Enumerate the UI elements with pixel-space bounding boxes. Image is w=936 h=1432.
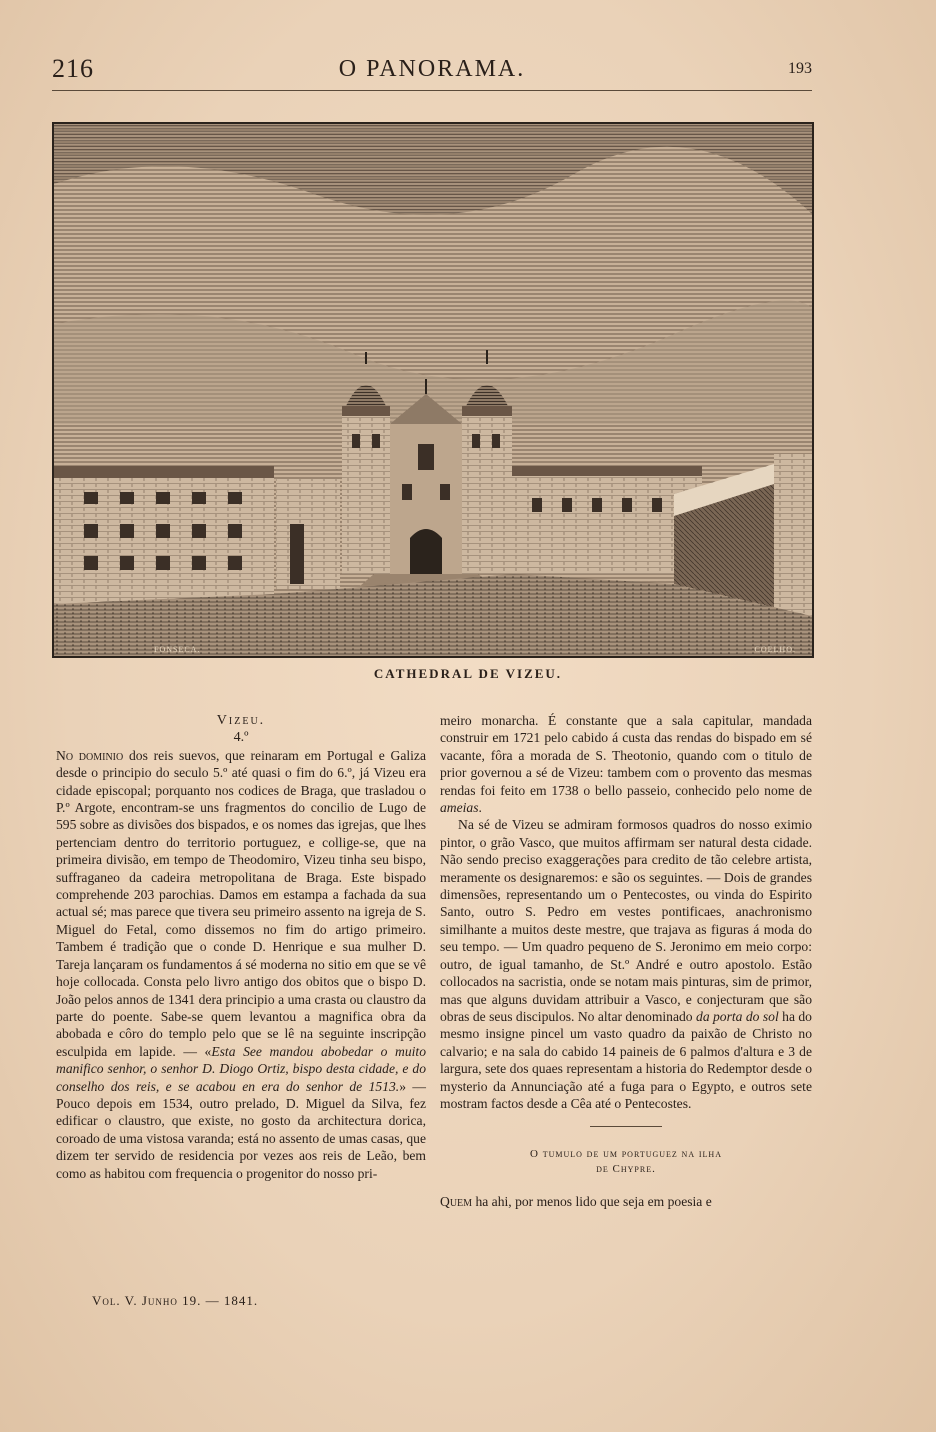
body-text-continued: » — Pouco depois em 1534, outro prelado, D. Miguel da Silva, fez edificar o claustro, que existe, no gosto da architectura dorica, coroado de uma vistosa varanda; está no assento de umas casas, que dizem ter servido de residencia por vezes aos reis de Leão, bem como as habitou com frequencia o progenitor do nosso pri-: [56, 1078, 426, 1181]
engraving-illustration: [54, 124, 812, 656]
section-number: 4.º: [233, 730, 249, 746]
article-lead-word: Quem: [440, 1194, 473, 1210]
right-column: [440, 712, 812, 1211]
article-title-line-1: O tumulo de um portuguez na ilha: [530, 1148, 722, 1161]
left-column: [56, 712, 426, 1182]
article-opening: [440, 1193, 812, 1210]
emphasis-text: da porta do sol: [696, 1008, 779, 1024]
lead-words: No dominio: [56, 747, 124, 763]
article-title-line-2: de Chypre.: [596, 1163, 656, 1176]
inscription-quote: Esta See mandou abobedar o muito manifico senhor, o senhor D. Diogo Ortiz, bispo desta cidade, e do conselho dos reis, e se acabou en era do senhor de 1513.: [56, 1043, 426, 1094]
paragraph-continuation: [440, 712, 812, 816]
original-page-number: 193: [788, 60, 812, 77]
paragraph-grao-vasco: [440, 816, 812, 1112]
article-opening-text: ha ahi, por menos lido que seja em poesia e: [472, 1194, 712, 1210]
section-title: Vizeu.: [216, 713, 266, 728]
page-header: [52, 52, 812, 88]
engraver-credit-left: FONSECA.: [154, 645, 201, 654]
article-title: [440, 1147, 812, 1177]
page-number: 216: [52, 54, 94, 83]
paragraph-text-end: .: [478, 800, 482, 816]
paragraph-text: Na sé de Vizeu se admiram formosos quadros do nosso eximio pintor, o grão Vasco, que muitos affirmam ser natural desta cidade. Não sendo preciso exaggerações para credito de tão celebre artista, meramente os designaremos: e são os seguintes. — Dois de grandes dimensões, representando um o Pentecostes, ou vinda do Espirito Santo, outro S. Pedro em vestes pontificaes, anachronismo similhante a muitos deste mestre, que trajava as figuras á moda do seu tempo. — Um quadro pequeno de S. Jeronimo em meio corpo: outro, de igual tamanho, de St.º André e outro apostolo. Estão collocados na sacristia, onde se notam mais pinturas, sim de primor, mas que alguns duvidam attribuir a Vasco, e conjecturam que são obras de seus discipulos. No altar denominado: [440, 817, 812, 1024]
body-text: dos reis suevos, que reinaram em Portugal e Galiza desde o principio do seculo 5.º até quasi o fim do 6.º, já Vizeu era cidade episcopal; porquanto nos codices de Braga, que trasladou o P.º Argote, encontram-se uns fragmentos do concilio de Lugo de 595 sobre as divisões dos bispados, e os nomes das igrejas, que lhes pertenciam dentro do territorio portuguez, e collige-se, que na primeira divisão, em tempo de Theodomiro, Vizeu tinha seu bispo, suffraganeo da cadeira metropolitana de Braga. Este bispado comprehende 203 parochias. Damos em estampa a fachada da sua actual sé; mas parece que tivera seu primeiro assento na igreja de S. Miguel do Fetal, como dissemos no fim do artigo primeiro. Tambem é tradição que o conde D. Henrique e sua mulher D. Tareja lançaram os fundamentos á sé moderna no sitio em que se vê hoje collocada. Consta pelo livro antigo dos obitos que o bispo D. João pelos annos de 1341 dera principio a uma crasta ou claustro da parte do poente. Sabe-se quem levantou a magnifica obra da abobada e côro do templo pelo que se lê na seguinte inscripção esculpida em lapide. — «: [56, 747, 426, 1059]
emphasis-text: ameias: [440, 800, 479, 816]
volume-date-footer: Vol. V. Junho 19. — 1841.: [92, 1293, 259, 1308]
running-title: O PANORAMA.: [338, 56, 526, 82]
header-rule: [52, 90, 812, 91]
paragraph-text-end: ha do mesmo insigne pincel um vasto quadro da paixão de Christo no calvario; e na sala do cabido 14 paineis de 6 palmos d'altura e 3 de largura, sete dos quaes representam a historia do Redemptor desde o mysterio da Annunciação até a fuga para o Egypto, e outros sete mostram factos desde a Cêa até o Pentecostes.: [440, 1008, 812, 1111]
image-caption: CATHEDRAL DE VIZEU.: [373, 666, 563, 681]
left-column-text: [56, 747, 426, 1182]
engraver-credit-right: COELHO.: [754, 645, 796, 654]
paragraph-text: meiro monarcha. É constante que a sala capitular, mandada construir em 1721 pelo cabido á custa das rendas do bispado em sé vacante, fôra a morada de S. Theotonio, quando com o titulo de prior governou a sé de Vizeu: tambem com o provento das mesmas rendas foi feito em 1738 o bello passeio, conhecido pelo nome de: [440, 713, 812, 798]
cathedral-engraving: [52, 122, 814, 658]
section-divider: [590, 1126, 662, 1127]
